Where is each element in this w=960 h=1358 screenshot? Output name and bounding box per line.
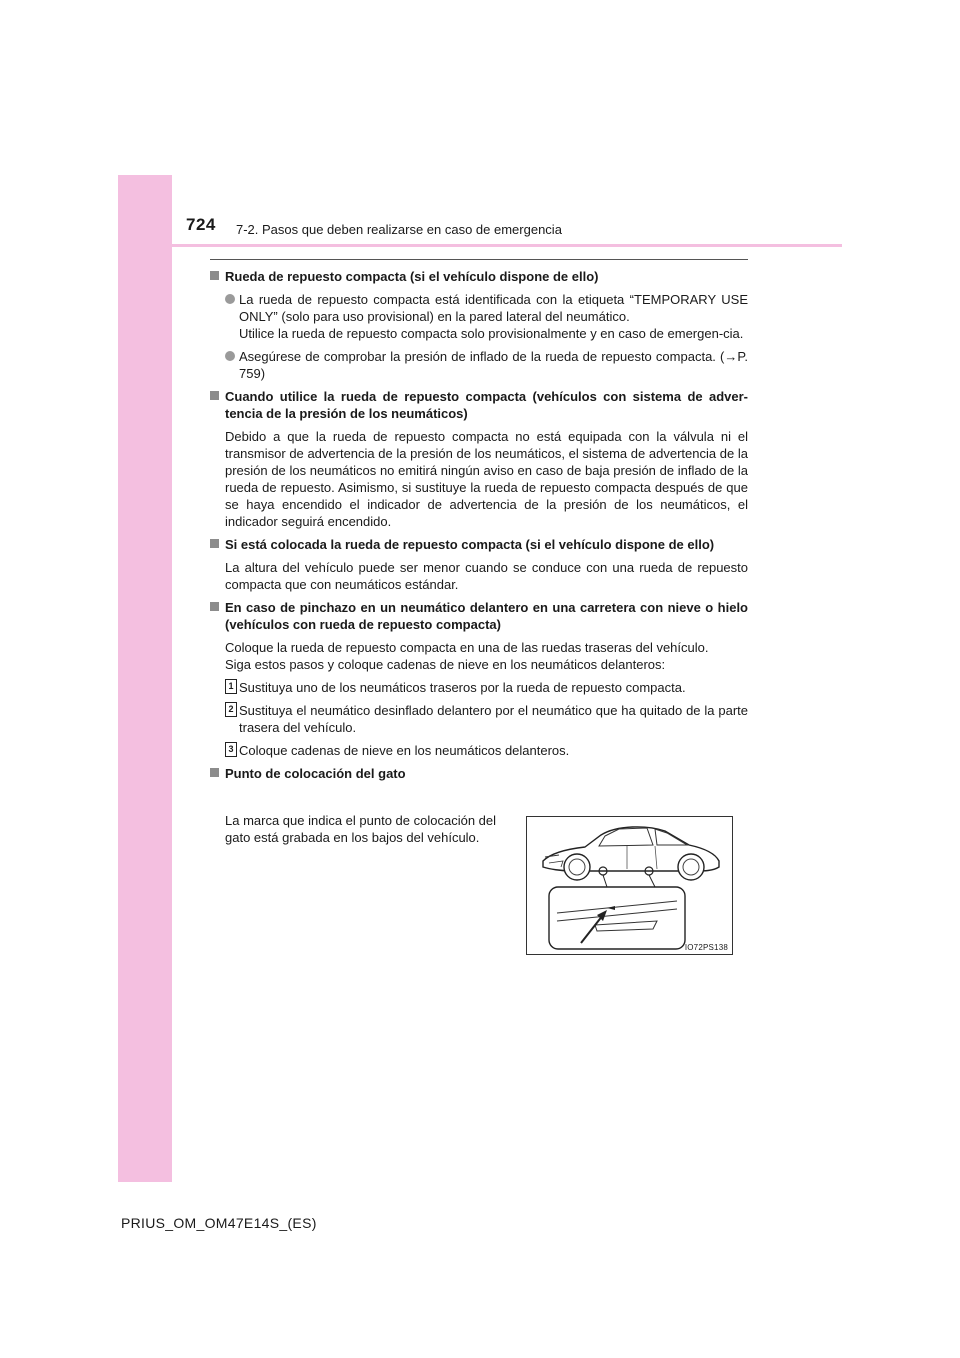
content-body — [210, 268, 748, 788]
section-title: 7-2. Pasos que deben realizarse en caso de emergencia — [236, 222, 562, 237]
paragraph-snow-puncture: Coloque la rueda de repuesto compacta en una de las ruedas traseras del vehículo. Siga estos pasos y coloque cadenas de nieve en los neumáticos delanteros: — [225, 640, 709, 672]
square-bullet-icon — [210, 391, 219, 400]
heading-vehicle-height: Si está colocada la rueda de repuesto compacta (si el vehículo dispone de ello) — [210, 536, 748, 553]
step-number-box: 1 — [225, 679, 237, 694]
bullet-check-pressure: Asegúrese de comprobar la presión de inflado de la rueda de repuesto compacta. (→P. 759) — [210, 348, 748, 382]
content-rule — [210, 259, 748, 260]
paragraph-vehicle-height: La altura del vehículo puede ser menor cuando se conduce con una rueda de repuesto compacta que con neumáticos estándar. — [225, 560, 748, 592]
jack-point-figure — [526, 816, 733, 955]
square-bullet-icon — [210, 271, 219, 280]
figure-code: IO72PS138 — [684, 943, 728, 952]
car-jack-point-illustration — [527, 817, 732, 954]
step-1: 1 Sustituya uno de los neumáticos traseros por la rueda de repuesto compacta. — [210, 679, 748, 696]
paragraph-tpms: Debido a que la rueda de repuesto compacta no está equipada con la válvula ni el transmisor de advertencia de la presión de los neumáticos, el sistema de advertencia de la presión de los neumáticos no emitirá ningún aviso en caso de baja presión de inflado de la rueda de repuesto. Asimismo, si sustituye la rueda de repuesto compacta después de que se haya encendido el indicador de advertencia de la presión de los neumáticos, el indicador seguirá encendido. — [225, 429, 748, 529]
step-number-box: 2 — [225, 702, 237, 717]
square-bullet-icon — [210, 768, 219, 777]
square-bullet-icon — [210, 602, 219, 611]
side-tab-band — [118, 175, 172, 1182]
step-2: 2 Sustituya el neumático desinflado delantero por el neumático que ha quitado de la parte trasera del vehículo. — [210, 702, 748, 736]
heading-spare-tire: Rueda de repuesto compacta (si el vehículo dispone de ello) — [210, 268, 748, 285]
page-number: 724 — [186, 215, 216, 234]
circle-bullet-icon — [225, 351, 235, 361]
step-3: 3 Coloque cadenas de nieve en los neumáticos delanteros. — [210, 742, 748, 759]
paragraph-jack-point: La marca que indica el punto de colocación del gato está grabada en los bajos del vehículo. — [225, 813, 497, 845]
square-bullet-icon — [210, 539, 219, 548]
heading-snow-puncture: En caso de pinchazo en un neumático delantero en una carretera con nieve o hielo (vehículos con rueda de repuesto compacta) — [210, 599, 748, 633]
circle-bullet-icon — [225, 294, 235, 304]
footer-doc-id: PRIUS_OM_OM47E14S_(ES) — [121, 1215, 317, 1231]
bullet-temporary-label: La rueda de repuesto compacta está identificada con la etiqueta “TEMPORARY USE ONLY” (solo para uso provisional) en la pared lateral del neumático. Utilice la rueda de repuesto compacta solo provisionalmente y en caso de emergen-cia. — [210, 291, 748, 342]
header-rule — [118, 244, 842, 247]
heading-tpms: Cuando utilice la rueda de repuesto compacta (vehículos con sistema de adver-tencia de la presión de los neumáticos) — [210, 388, 748, 422]
step-number-box: 3 — [225, 742, 237, 757]
heading-jack-point: Punto de colocación del gato — [210, 765, 748, 782]
